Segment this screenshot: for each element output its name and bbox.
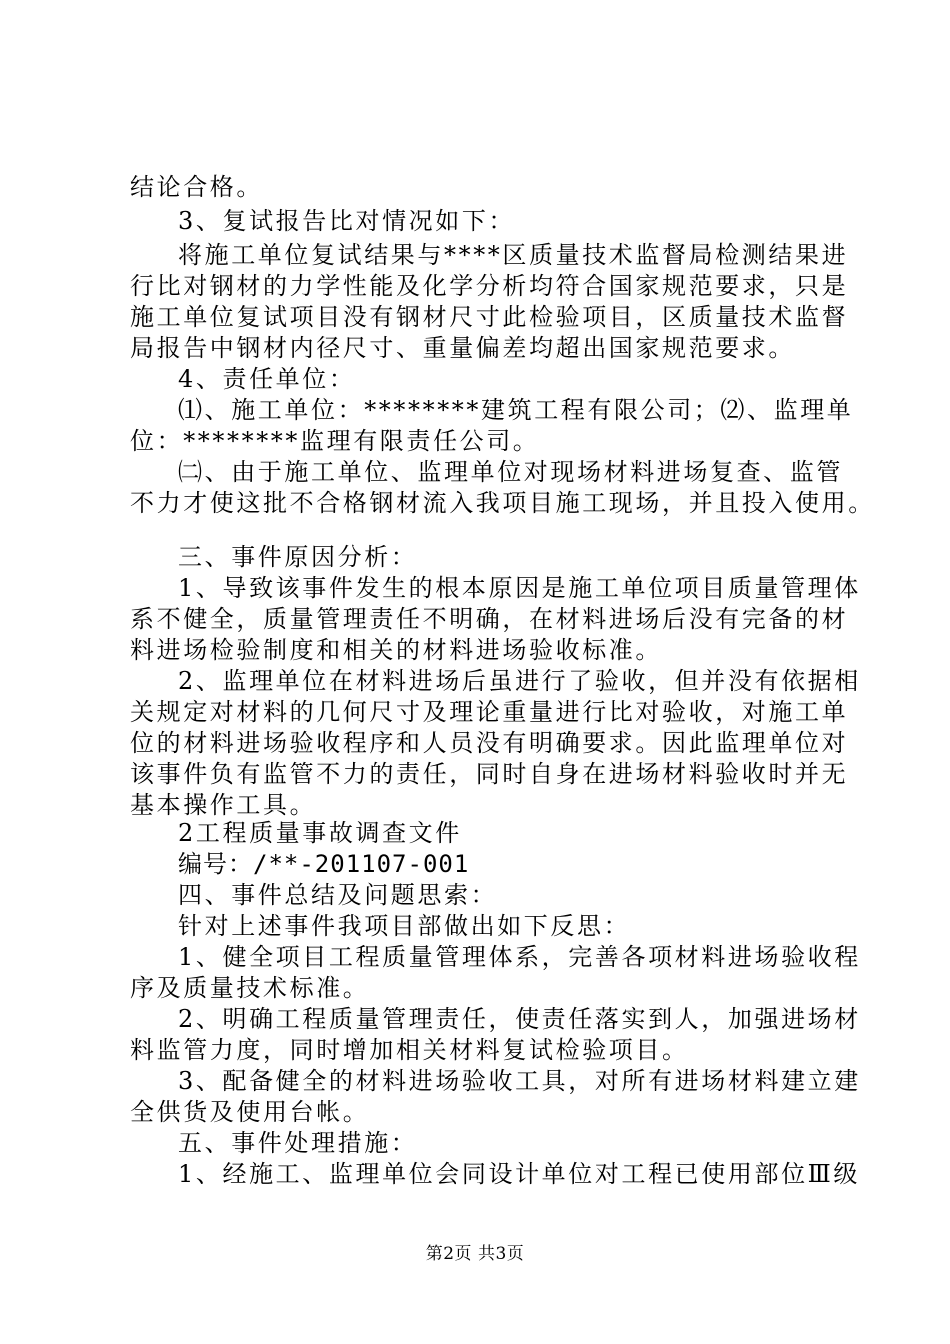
- paragraph-line: 将施工单位复试结果与****区质量技术监督局检测结果进: [178, 241, 849, 269]
- paragraph-line: 结论合格。: [130, 173, 263, 201]
- paragraph-line: 不力才使这批不合格钢材流入我项目施工现场，并且投入使用。: [130, 489, 875, 517]
- paragraph-line: 位：********监理有限责任公司。: [130, 427, 540, 455]
- paragraph-line: 系不健全，质量管理责任不明确，在材料进场后没有完备的材: [130, 605, 849, 633]
- paragraph-line: 针对上述事件我项目部做出如下反思：: [178, 912, 631, 940]
- paragraph-line: 全供货及使用台帐。: [130, 1098, 370, 1126]
- document-number: 编号：/**-201107-001: [178, 850, 470, 878]
- paragraph-line: 该事件负有监管不力的责任，同时自身在进场材料验收时并无: [130, 760, 849, 788]
- paragraph-line: 1、导致该事件发生的根本原因是施工单位项目质量管理体: [178, 574, 861, 602]
- section-heading: 3、复试报告比对情况如下：: [178, 207, 516, 235]
- section-heading: 三、事件原因分析：: [178, 543, 418, 571]
- paragraph-line: 序及质量技术标准。: [130, 974, 370, 1002]
- paragraph-line: ㈡、由于施工单位、监理单位对现场材料进场复查、监管: [178, 458, 843, 486]
- paragraph-line: 2、监理单位在材料进场后虽进行了验收，但并没有依据相: [178, 667, 861, 695]
- paragraph-line: 1、健全项目工程质量管理体系，完善各项材料进场验收程: [178, 943, 861, 971]
- paragraph-line: 局报告中钢材内径尺寸、重量偏差均超出国家规范要求。: [130, 334, 795, 362]
- paragraph-line: 2、明确工程质量管理责任，使责任落实到人，加强进场材: [178, 1005, 861, 1033]
- section-heading: 4、责任单位：: [178, 365, 356, 393]
- paragraph-line: 1、经施工、监理单位会同设计单位对工程已使用部位Ⅲ级: [178, 1160, 861, 1188]
- paragraph-line: 位的材料进场验收程序和人员没有明确要求。因此监理单位对: [130, 729, 849, 757]
- paragraph-line: 关规定对材料的几何尺寸及理论重量进行比对验收，对施工单: [130, 698, 849, 726]
- paragraph-line: 料进场检验制度和相关的材料进场验收标准。: [130, 636, 662, 664]
- section-heading: 五、事件处理措施：: [178, 1129, 418, 1157]
- document-title: 2工程质量事故调查文件: [178, 819, 462, 847]
- paragraph-line: 行比对钢材的力学性能及化学分析均符合国家规范要求，只是: [130, 272, 849, 300]
- paragraph-line: 基本操作工具。: [130, 791, 317, 819]
- paragraph-line: ⑴、施工单位：********建筑工程有限公司；⑵、监理单: [178, 396, 854, 424]
- paragraph-line: 料监管力度，同时增加相关材料复试检验项目。: [130, 1036, 689, 1064]
- paragraph-line: 施工单位复试项目没有钢材尺寸此检验项目，区质量技术监督: [130, 303, 849, 331]
- section-heading: 四、事件总结及问题思索：: [178, 881, 498, 909]
- paragraph-line: 3、配备健全的材料进场验收工具，对所有进场材料建立建: [178, 1067, 861, 1095]
- page-footer: 第2页 共3页: [425, 1244, 525, 1264]
